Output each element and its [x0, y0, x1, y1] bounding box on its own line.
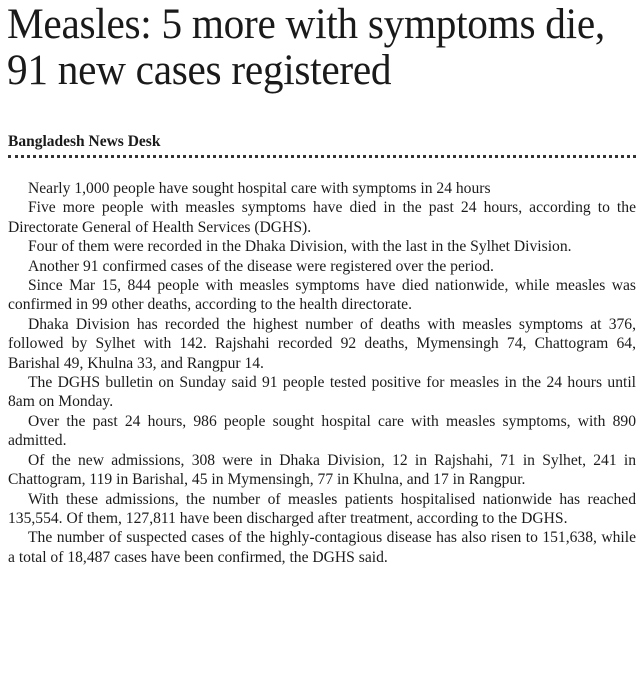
dotted-divider: [8, 155, 636, 158]
article-paragraph: The number of suspected cases of the highly-contagious disease has also risen to 151,638, while a total of 18,487 cases have been confirmed, the DGHS said.: [8, 529, 636, 566]
article-paragraph: Another 91 confirmed cases of the disease were registered over the period.: [28, 257, 494, 275]
article-paragraph: With these admissions, the number of measles patients hospitalised nationwide has reached 135,554. Of them, 127,811 have been discharged after treatment, according to the DGHS.: [8, 490, 636, 527]
article-paragraph: Nearly 1,000 people have sought hospital care with symptoms in 24 hours: [28, 180, 491, 197]
headline: Measles: 5 more with symptoms die, 91 new cases registered: [7, 1, 605, 94]
article-paragraph: Over the past 24 hours, 986 people sought hospital care with measles symptoms, with 890 admitted.: [8, 412, 636, 450]
article-paragraph: The DGHS bulletin on Sunday said 91 people tested positive for measles in the 24 hours until 8am on Monday.: [8, 374, 636, 411]
article-paragraph: Five more people with measles symptoms have died in the past 24 hours, according to the Directorate General of Health Services (DGHS).: [8, 199, 636, 236]
article-paragraph: Dhaka Division has recorded the highest number of deaths with measles symptoms at 376, followed by Sylhet with 142. Rajshahi recorded 92 deaths, Mymensingh 74, Chattogram 64, Barishal 49, Khulna 33, and Rangpur 14.: [8, 315, 636, 372]
article-body: [8, 179, 636, 567]
article-paragraph: Since Mar 15, 844 people with measles symptoms have died nationwide, while measles was confirmed in 99 other deaths, according to the health directorate.: [8, 277, 636, 314]
article-paragraph: Four of them were recorded in the Dhaka Division, with the last in the Sylhet Division.: [28, 238, 572, 256]
byline: Bangladesh News Desk: [8, 133, 161, 150]
article-paragraph: Of the new admissions, 308 were in Dhaka Division, 12 in Rajshahi, 71 in Sylhet, 241 in Chattogram, 119 in Barishal, 45 in Mymensingh, 77 in Khulna, and 17 in Rangpur.: [8, 451, 636, 489]
